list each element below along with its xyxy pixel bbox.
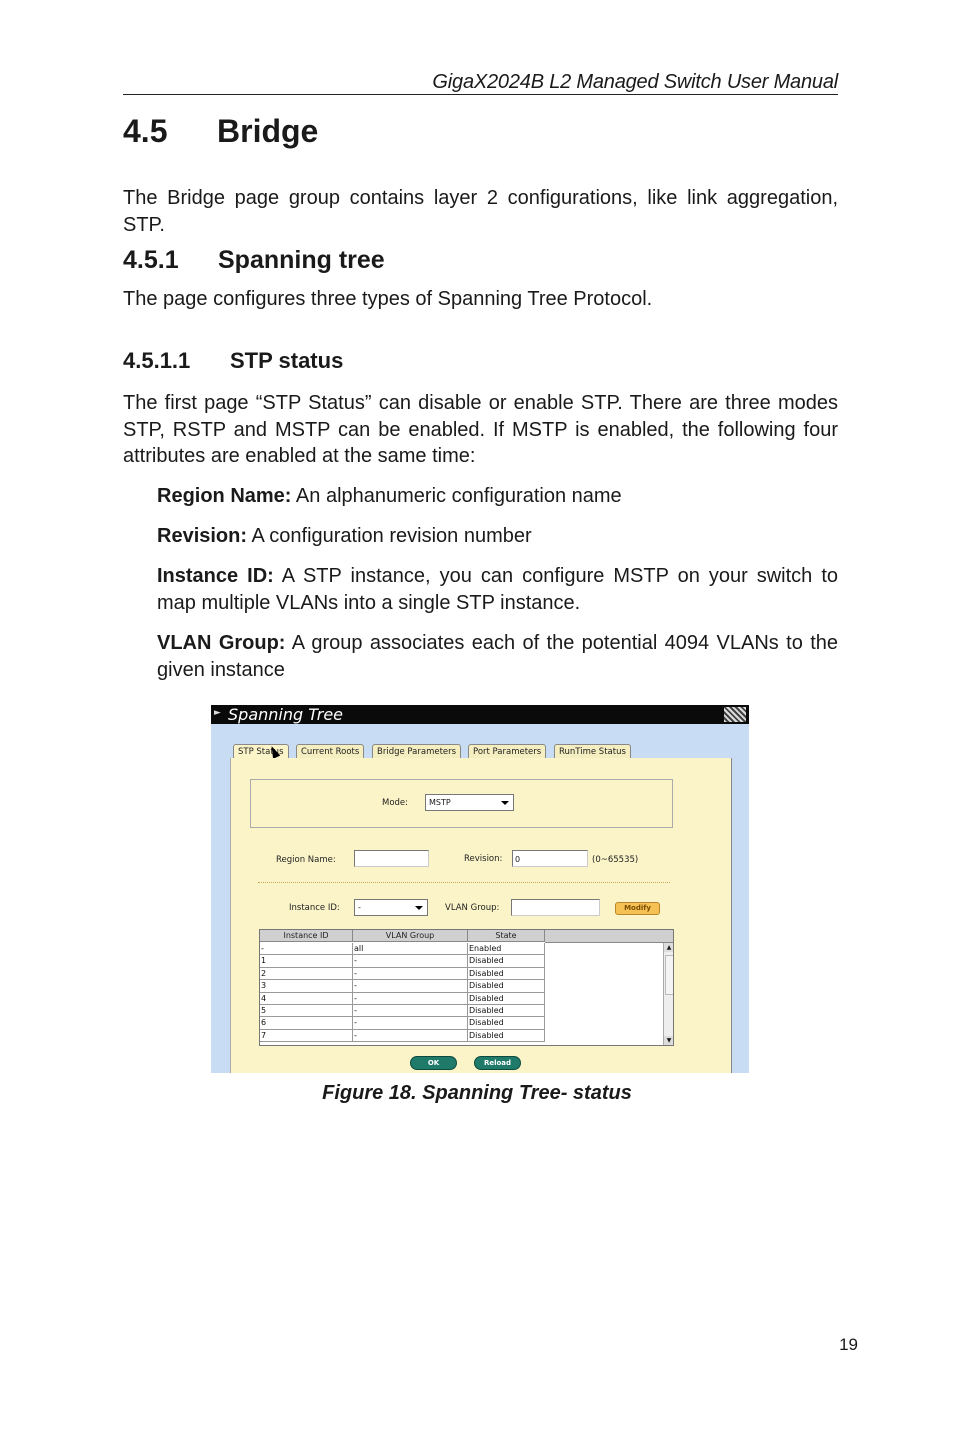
mode-select[interactable] <box>425 794 514 811</box>
cell-vlan-group: - <box>353 1017 468 1029</box>
subsection-heading <box>123 246 385 275</box>
cell-state: Enabled <box>468 943 545 955</box>
cell-vlan-group: - <box>353 955 468 967</box>
stp-status-panel <box>230 758 732 1073</box>
subsubsection-title: STP status <box>230 348 344 373</box>
vlan-group-input[interactable] <box>511 899 600 916</box>
table-row[interactable] <box>260 968 545 980</box>
ok-button[interactable]: OK <box>410 1056 457 1070</box>
cell-state: Disabled <box>468 968 545 980</box>
table-row[interactable] <box>260 1005 545 1017</box>
definition-term: Region Name: <box>157 485 292 507</box>
scroll-down-icon[interactable]: ▼ <box>664 1036 674 1045</box>
scroll-up-icon[interactable]: ▲ <box>664 943 674 952</box>
column-header-instance-id: Instance ID <box>260 930 353 942</box>
subsubsection-intro: The first page “STP Status” can disable or enable STP. There are three modes STP, RSTP and MSTP can be enabled. If MSTP is enabled, the following four attributes are enabled at the same time: <box>123 392 838 467</box>
cell-vlan-group: - <box>353 1005 468 1017</box>
revision-label: Revision: <box>464 854 503 864</box>
instance-id-select[interactable] <box>354 899 428 916</box>
modify-button[interactable]: Modify <box>615 902 660 915</box>
cell-state: Disabled <box>468 1005 545 1017</box>
scroll-thumb[interactable] <box>665 955 674 995</box>
column-header-state: State <box>468 930 545 942</box>
table-row[interactable] <box>260 1030 545 1042</box>
cell-instance-id: 3 <box>260 980 353 992</box>
section-title: Bridge <box>217 113 319 149</box>
instance-id-label: Instance ID: <box>289 903 340 913</box>
section-number: 4.5 <box>123 113 168 149</box>
subsection-number: 4.5.1 <box>123 246 179 274</box>
chevron-down-icon <box>415 906 423 910</box>
tab-port-parameters[interactable]: Port Parameters <box>468 744 546 759</box>
mode-value: MSTP <box>429 798 451 807</box>
definition-term: Instance ID: <box>157 565 274 587</box>
cell-state: Disabled <box>468 955 545 967</box>
definition-vlan-group <box>157 630 838 683</box>
spanning-tree-screenshot <box>211 705 749 1073</box>
tab-bridge-parameters[interactable]: Bridge Parameters <box>372 744 461 759</box>
subsubsection-number: 4.5.1.1 <box>123 348 191 373</box>
chevron-down-icon <box>501 801 509 805</box>
cell-vlan-group: - <box>353 968 468 980</box>
cell-instance-id: 6 <box>260 1017 353 1029</box>
definition-text: A STP instance, you can configure MSTP on your switch to map multiple VLANs into a single STP instance. <box>157 565 838 614</box>
running-header: GigaX2024B L2 Managed Switch User Manual <box>432 71 838 93</box>
table-row[interactable] <box>260 943 545 955</box>
cell-vlan-group: - <box>353 1030 468 1042</box>
page-number: 19 <box>839 1335 858 1354</box>
cell-vlan-group: - <box>353 980 468 992</box>
cell-instance-id: 1 <box>260 955 353 967</box>
region-name-input[interactable] <box>354 850 429 867</box>
table-header-filler <box>545 930 673 943</box>
table-row[interactable] <box>260 980 545 992</box>
table-row[interactable] <box>260 1017 545 1029</box>
region-name-label: Region Name: <box>276 855 336 865</box>
cell-vlan-group: - <box>353 993 468 1005</box>
tab-current-roots[interactable]: Current Roots <box>296 744 364 759</box>
table-scrollbar[interactable] <box>663 943 674 1045</box>
arrow-icon: ► <box>214 708 221 718</box>
table-row[interactable] <box>260 993 545 1005</box>
cell-state: Disabled <box>468 1030 545 1042</box>
cell-vlan-group: all <box>353 943 468 955</box>
definition-term: VLAN Group: <box>157 632 286 654</box>
dotted-divider <box>258 882 670 883</box>
mode-group <box>250 779 673 828</box>
tab-runtime-status[interactable]: RunTime Status <box>554 744 631 759</box>
cell-state: Disabled <box>468 980 545 992</box>
column-header-vlan-group: VLAN Group <box>353 930 468 942</box>
subsubsection-heading <box>123 348 343 374</box>
subsection-title: Spanning tree <box>218 246 385 274</box>
definition-revision <box>157 523 838 550</box>
definition-text: A configuration revision number <box>247 525 532 547</box>
definition-region-name <box>157 483 838 510</box>
cell-instance-id: - <box>260 943 353 955</box>
instance-id-value: - <box>358 903 361 912</box>
revision-input[interactable]: 0 <box>512 850 588 867</box>
definition-text: A group associates each of the potential 4094 VLANs to the given instance <box>157 632 838 681</box>
revision-range: (0~65535) <box>592 855 639 865</box>
reload-button[interactable]: Reload <box>474 1056 521 1070</box>
tab-stp-status[interactable]: STP Status <box>233 744 289 759</box>
definition-instance-id <box>157 563 838 616</box>
header-rule <box>123 94 838 95</box>
definition-term: Revision: <box>157 525 248 547</box>
table-row[interactable] <box>260 955 545 967</box>
figure-caption: Figure 18. Spanning Tree- status <box>322 1082 632 1104</box>
instance-table <box>259 929 674 1046</box>
vlan-group-label: VLAN Group: <box>445 903 500 913</box>
cell-state: Disabled <box>468 1017 545 1029</box>
section-heading <box>123 113 318 150</box>
window-titlebar <box>211 705 749 724</box>
cell-state: Disabled <box>468 993 545 1005</box>
subsection-intro: The page configures three types of Spanning Tree Protocol. <box>123 288 653 310</box>
cell-instance-id: 7 <box>260 1030 353 1042</box>
cell-instance-id: 4 <box>260 993 353 1005</box>
window-title: Spanning Tree <box>228 705 344 724</box>
logo-icon <box>724 707 746 722</box>
definition-text: An alphanumeric configuration name <box>291 485 622 507</box>
section-intro: The Bridge page group contains layer 2 configurations, like link aggregation, STP. <box>123 187 838 236</box>
cell-instance-id: 2 <box>260 968 353 980</box>
cell-instance-id: 5 <box>260 1005 353 1017</box>
mode-label: Mode: <box>382 798 409 808</box>
